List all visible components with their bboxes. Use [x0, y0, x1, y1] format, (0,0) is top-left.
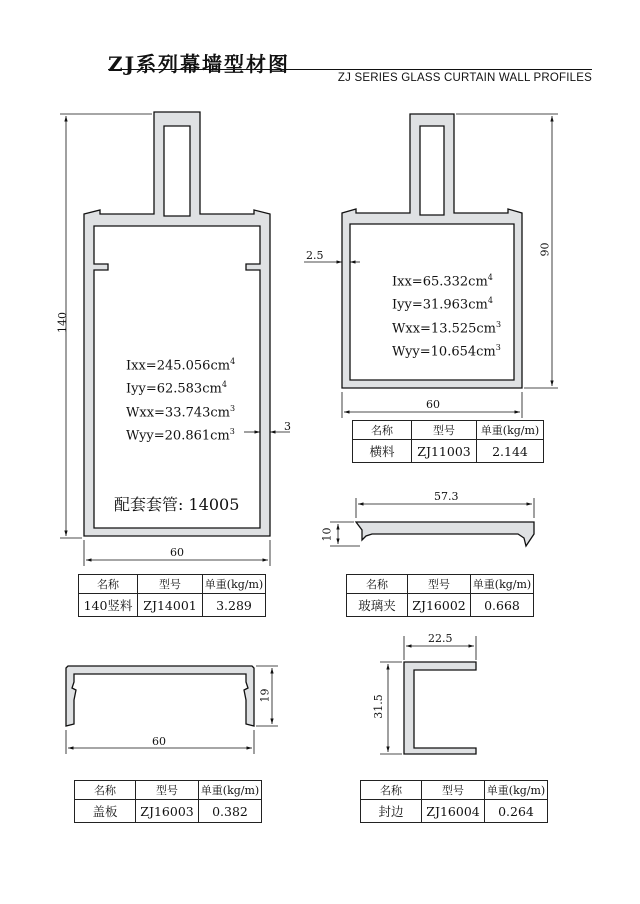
- trim-spec-table: [360, 780, 548, 823]
- clip-width-dim: 57.3: [434, 490, 459, 503]
- transom-width-dim: 60: [426, 398, 440, 411]
- mullion-sleeve-note: 配套套管: 14005: [114, 495, 240, 514]
- cover-spec-table: [74, 780, 262, 823]
- page-title: ZJ系列幕墙型材图: [108, 52, 291, 76]
- transom-weight: 2.144: [477, 440, 544, 463]
- mullion-iyy: Iyy=62.583cm: [126, 381, 222, 397]
- col-name: 名称: [347, 575, 408, 594]
- col-weight: 单重(kg/m): [471, 575, 534, 594]
- mullion-ixx: Ixx=245.056cm: [126, 358, 231, 374]
- clip-weight: 0.668: [471, 594, 534, 617]
- mullion-profile: [84, 112, 270, 536]
- cover-plate-profile: [66, 666, 254, 726]
- col-weight: 单重(kg/m): [485, 781, 548, 800]
- cover-width-dim: 60: [152, 735, 166, 748]
- col-model: 型号: [408, 575, 471, 594]
- mullion-wyy: Wyy=20.861cm: [126, 428, 230, 444]
- cover-model: ZJ16003: [136, 800, 199, 823]
- clip-name: 玻璃夹: [347, 594, 408, 617]
- mullion-weight: 3.289: [203, 594, 266, 617]
- transom-iyy: Iyy=31.963cm: [392, 297, 488, 313]
- col-weight: 单重(kg/m): [199, 781, 262, 800]
- transom-model: ZJ11003: [412, 440, 477, 463]
- glass-clip-profile: [356, 522, 534, 546]
- cover-height-dim: 19: [258, 688, 272, 703]
- clip-model: ZJ16002: [408, 594, 471, 617]
- mullion-props: $Ixx=245.056cm^4$ $Iyy=62.583cm^4$ $Wxx=33.743cm^3$ $Wyy=20.861cm^3$: [126, 357, 236, 444]
- cover-name: 盖板: [75, 800, 136, 823]
- mullion-width-dim: 60: [170, 546, 184, 559]
- clip-height-dim: 10: [320, 527, 334, 542]
- trim-weight: 0.264: [485, 800, 548, 823]
- col-name: 名称: [353, 421, 412, 440]
- col-model: 型号: [138, 575, 203, 594]
- trim-width-dim: 22.5: [428, 632, 453, 645]
- cover-weight: 0.382: [199, 800, 262, 823]
- edge-trim-profile: [404, 662, 476, 754]
- col-name: 名称: [75, 781, 136, 800]
- transom-wyy: Wyy=10.654cm: [392, 344, 496, 360]
- transom-spec-table: [352, 420, 544, 463]
- col-model: 型号: [136, 781, 199, 800]
- col-weight: 单重(kg/m): [477, 421, 544, 440]
- col-name: 名称: [361, 781, 422, 800]
- trim-model: ZJ16004: [422, 800, 485, 823]
- transom-props: $Ixx=65.332cm^4$ $Iyy=31.963cm^4$ $Wxx=13.525cm^3$ $Wyy=10.654cm^3$: [392, 273, 502, 360]
- col-name: 名称: [79, 575, 138, 594]
- trim-height-dim: 31.5: [371, 694, 385, 719]
- transom-ixx: Ixx=65.332cm: [392, 274, 488, 290]
- mullion-spec-table: [78, 574, 266, 617]
- mullion-height-dim: 140: [56, 312, 69, 333]
- trim-name: 封边: [361, 800, 422, 823]
- page-subtitle: ZJ SERIES GLASS CURTAIN WALL PROFILES: [337, 72, 592, 84]
- mullion-wxx: Wxx=33.743cm: [126, 404, 231, 420]
- transom-wall-dim: 2.5: [306, 249, 324, 262]
- transom-wxx: Wxx=13.525cm: [392, 320, 497, 336]
- mullion-model: ZJ14001: [138, 594, 203, 617]
- transom-name: 横料: [353, 440, 412, 463]
- transom-height-dim: 90: [538, 242, 552, 257]
- col-weight: 单重(kg/m): [203, 575, 266, 594]
- mullion-wall-dim: 3: [284, 420, 291, 433]
- mullion-name: 140竖料: [79, 594, 138, 617]
- col-model: 型号: [422, 781, 485, 800]
- clip-spec-table: [346, 574, 534, 617]
- col-model: 型号: [412, 421, 477, 440]
